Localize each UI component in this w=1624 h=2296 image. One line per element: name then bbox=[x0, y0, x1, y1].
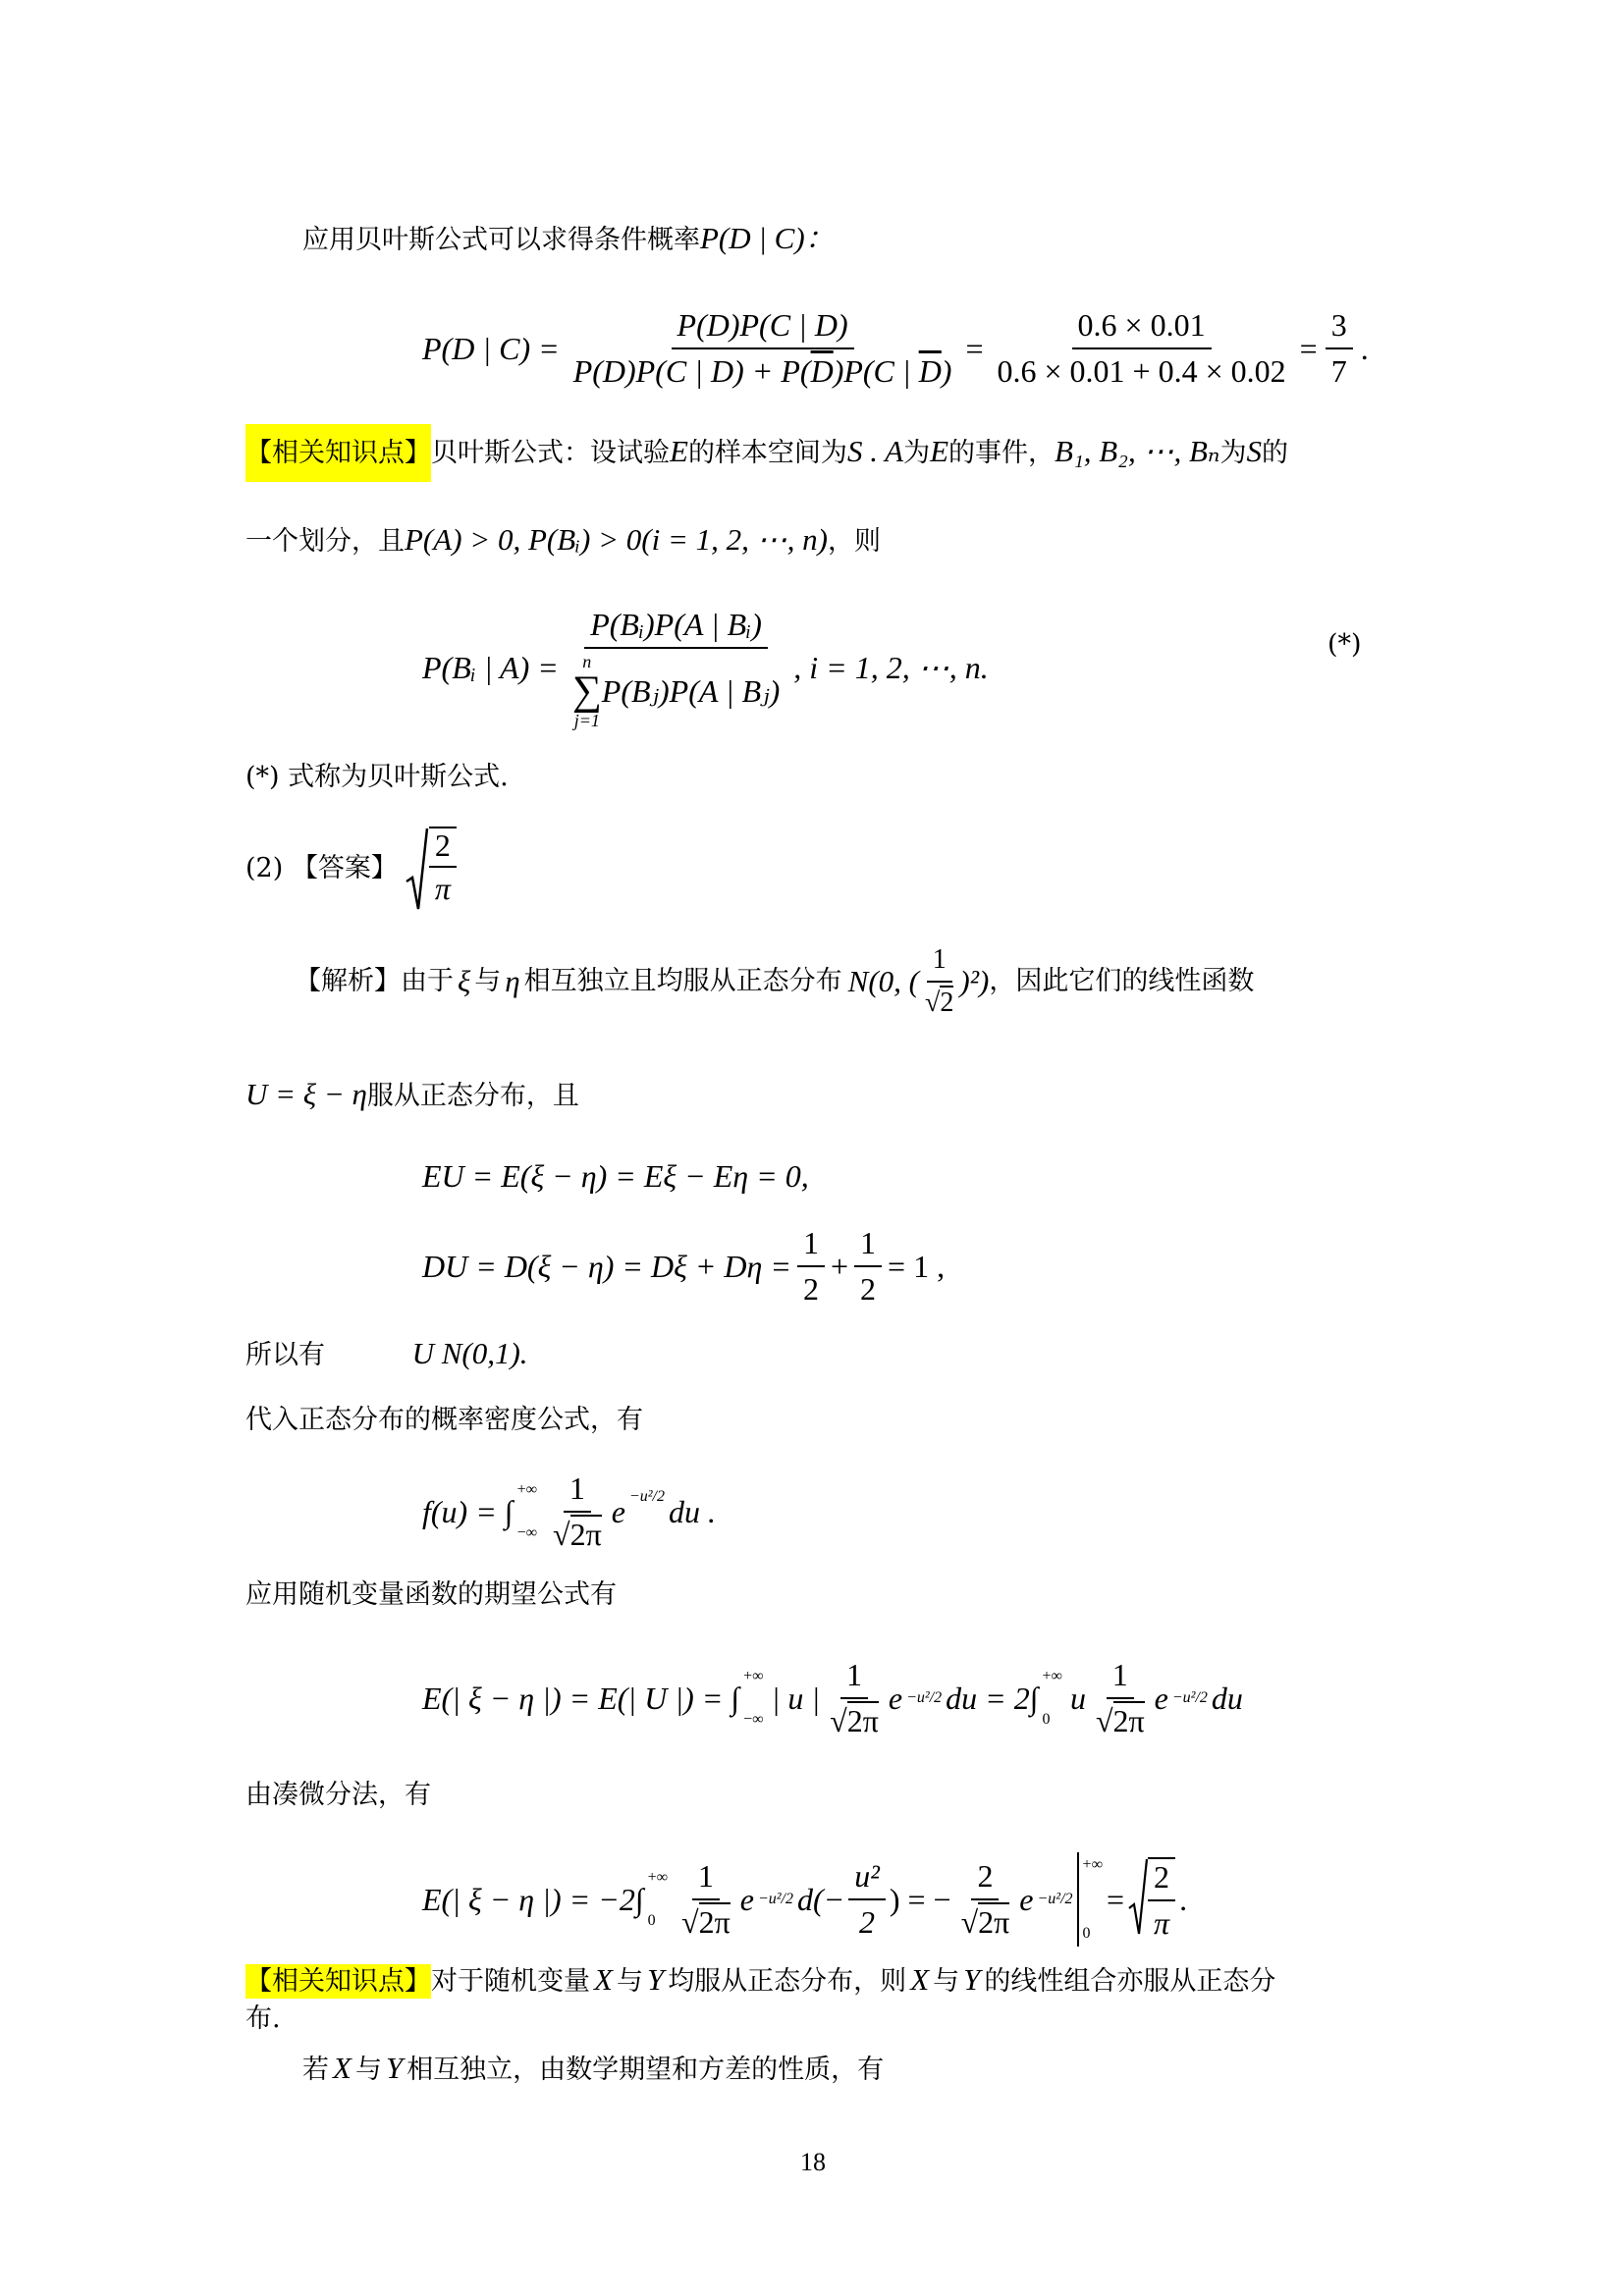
last-b: 与 bbox=[354, 2055, 382, 2085]
cw-lo: 0 bbox=[647, 1912, 656, 1929]
so-text: 所以有 bbox=[245, 1340, 325, 1370]
analysis-d: ，因此它们的线性函数 bbox=[989, 966, 1255, 996]
eq1-num3: 3 bbox=[1326, 307, 1353, 349]
bayes-equation-2 bbox=[422, 594, 989, 741]
eq1-end: . bbox=[1360, 330, 1369, 366]
eq2-tag: (*) bbox=[1327, 629, 1362, 660]
kp2-b: 与 bbox=[616, 1966, 643, 1997]
so-line bbox=[245, 1337, 528, 1372]
cw-bar-lo: 0 bbox=[1082, 1925, 1091, 1943]
analysis-eta: η bbox=[505, 964, 520, 998]
ex-e2: e bbox=[1154, 1680, 1168, 1716]
kp1-S: S . A bbox=[846, 434, 904, 468]
kp1-b: 的样本空间为 bbox=[687, 438, 847, 468]
eq1-den1c: ) bbox=[941, 353, 952, 389]
kp1-a: 贝叶斯公式：设试验 bbox=[431, 438, 670, 468]
kp2-X2: X bbox=[910, 1962, 930, 1997]
sum-symbol bbox=[572, 653, 602, 729]
answer-line bbox=[245, 825, 457, 913]
analysis-Nend: )²) bbox=[959, 964, 990, 998]
kp2-a: 对于随机变量 bbox=[431, 1966, 590, 1997]
eqDU-n1: 1 bbox=[797, 1225, 825, 1267]
so-math: U N(0,1). bbox=[411, 1336, 528, 1370]
sum-top: n bbox=[582, 651, 592, 671]
kp1-e: 为 bbox=[1219, 438, 1247, 468]
ex-mid: | u | bbox=[771, 1680, 821, 1716]
cw-dend: ) = − bbox=[889, 1881, 951, 1917]
eq2-den-text: P(Bⱼ)P(A | Bⱼ) bbox=[601, 672, 781, 709]
eq1-dbar2: $\overline{D}$ bbox=[918, 353, 942, 389]
density-line: 代入正态分布的概率密度公式，有 bbox=[245, 1405, 643, 1435]
knowledge-point-1-line2 bbox=[245, 523, 881, 559]
analysis-U: U = ξ − η bbox=[245, 1077, 367, 1111]
eq-expect bbox=[422, 1649, 1243, 1747]
cw-end: . bbox=[1179, 1881, 1188, 1917]
kp2-tag: 【相关知识点】 bbox=[245, 1966, 431, 1997]
eq1-den1b: )P(C | bbox=[833, 353, 919, 389]
fu-e: e bbox=[611, 1493, 625, 1529]
ex-num: 1 bbox=[840, 1657, 868, 1699]
fu-num: 1 bbox=[564, 1470, 591, 1513]
page-number: 18 bbox=[800, 2148, 826, 2176]
star-note: (*) 式称为贝叶斯公式. bbox=[245, 762, 509, 792]
ex-den-val: 2π bbox=[846, 1703, 879, 1738]
analysis-xi: ξ bbox=[458, 964, 471, 998]
ex-num2: 1 bbox=[1107, 1657, 1134, 1699]
cw-eq: = bbox=[1106, 1881, 1125, 1917]
cw-lhs: E(| ξ − η |) = −2∫ bbox=[422, 1881, 644, 1917]
eq2-num: P(Bᵢ)P(A | Bᵢ) bbox=[584, 607, 768, 649]
kp1-B: B₁, B₂, ⋯, Bₙ bbox=[1055, 434, 1220, 468]
analysis-fnum: 1 bbox=[927, 943, 952, 983]
fu-den: √2π bbox=[553, 1517, 602, 1552]
fu-up: +∞ bbox=[516, 1481, 537, 1499]
eq-fu bbox=[422, 1463, 716, 1561]
kp1-E: E bbox=[670, 434, 688, 468]
sqrt-sign-icon bbox=[406, 827, 429, 911]
cw-limits bbox=[648, 1865, 668, 1933]
ex-frac2 bbox=[1090, 1657, 1151, 1739]
kp1-tag: 【相关知识点】 bbox=[245, 424, 431, 482]
cw-eval-bar bbox=[1077, 1852, 1103, 1947]
ex-mid2: du = 2∫ bbox=[946, 1680, 1039, 1716]
cw-frac2 bbox=[848, 1858, 886, 1941]
ex-limits2 bbox=[1043, 1664, 1062, 1732]
ex-frac bbox=[824, 1657, 885, 1739]
eq-couwei bbox=[422, 1845, 1187, 1953]
ex-u: u bbox=[1069, 1680, 1086, 1716]
analysis-tag: 【解析】 bbox=[295, 966, 401, 996]
kp2-X: X bbox=[594, 1962, 613, 1997]
kp1-l2m: P(A) > 0, P(Bᵢ) > 0(i = 1, 2, ⋯, n) bbox=[405, 522, 828, 557]
ex-up: +∞ bbox=[743, 1668, 764, 1685]
intro-line bbox=[302, 222, 836, 257]
answer-num: 2 bbox=[429, 828, 457, 868]
ex-e: e bbox=[888, 1680, 903, 1716]
eq2-lhs: P(Bᵢ | A) = bbox=[422, 649, 559, 685]
eqDU-frac1 bbox=[797, 1225, 825, 1308]
analysis-fden-val: 2 bbox=[940, 988, 954, 1018]
kp2-c: 均服从正态分布，则 bbox=[668, 1966, 907, 1997]
analysis-b: 与 bbox=[474, 966, 502, 996]
bayes-equation-1 bbox=[422, 299, 1369, 398]
cw-sd: π bbox=[1154, 1905, 1170, 1941]
eq1-dbar1: $\overline{D}$ bbox=[810, 353, 834, 389]
ex-limits bbox=[743, 1664, 763, 1732]
intro-text: 应用贝叶斯公式可以求得条件概率 bbox=[302, 225, 700, 255]
cw-den: √2π bbox=[681, 1904, 731, 1940]
fu-limits bbox=[517, 1477, 537, 1545]
analysis-line1 bbox=[295, 937, 1254, 1026]
cw-exp: −u²/2 bbox=[757, 1891, 793, 1907]
cw-sn: 2 bbox=[1148, 1859, 1175, 1901]
cw-dn: u² bbox=[848, 1858, 886, 1900]
kp2-Y2: Y bbox=[963, 1962, 981, 1997]
eq1-eq: = bbox=[965, 330, 984, 366]
ex-exp: −u²/2 bbox=[906, 1689, 943, 1706]
fu-lhs: f(u) = ∫ bbox=[422, 1493, 514, 1529]
last-line bbox=[302, 2052, 884, 2087]
eq1-frac3 bbox=[1326, 307, 1353, 390]
fu-end: du . bbox=[668, 1493, 716, 1529]
eq1-frac1 bbox=[568, 307, 958, 390]
last-c: 相互独立，由数学期望和方差的性质，有 bbox=[406, 2055, 885, 2085]
knowledge-point-2-line2: 布. bbox=[245, 2003, 281, 2034]
eq1-den1a: P(D)P(C | D) + P( bbox=[572, 353, 811, 389]
cw-d2-val: 2π bbox=[978, 1904, 1010, 1940]
answer-den: π bbox=[434, 871, 451, 906]
last-Y: Y bbox=[385, 2051, 404, 2085]
fu-frac bbox=[547, 1470, 608, 1553]
couwei-line: 由凑微分法，有 bbox=[245, 1780, 431, 1810]
analysis-fden: √2 bbox=[925, 988, 954, 1018]
kp1-l2b: ，则 bbox=[827, 526, 881, 557]
eqDU-frac2 bbox=[854, 1225, 882, 1308]
ex-lo2: 0 bbox=[1042, 1711, 1051, 1728]
eq-EU: EU = E(ξ − η) = Eξ − Eη = 0, bbox=[422, 1158, 809, 1194]
eq1-den3: 7 bbox=[1330, 353, 1347, 389]
analysis-c: 相互独立且均服从正态分布 bbox=[523, 966, 842, 996]
eq1-den1 bbox=[568, 349, 958, 390]
kp1-d: 的事件， bbox=[948, 438, 1056, 468]
knowledge-point-1 bbox=[245, 435, 1288, 470]
cw-num: 1 bbox=[692, 1858, 720, 1900]
analysis-N: N(0, ( bbox=[847, 964, 919, 998]
cw-d2: √2π bbox=[960, 1904, 1010, 1940]
knowledge-point-2 bbox=[245, 1963, 1275, 1999]
eq2-frac bbox=[567, 607, 785, 729]
cw-n2: 2 bbox=[971, 1858, 999, 1900]
kp2-Y: Y bbox=[646, 1962, 665, 1997]
eq1-frac2 bbox=[992, 307, 1292, 390]
eqDU-d2: 2 bbox=[860, 1271, 877, 1307]
cw-sqrt bbox=[1128, 1857, 1175, 1942]
cw-d: d(− bbox=[796, 1881, 845, 1917]
fu-exp: −u²/2 bbox=[628, 1488, 665, 1505]
ex-up2: +∞ bbox=[1042, 1668, 1062, 1685]
analysis-line2 bbox=[245, 1078, 579, 1113]
eqDU-d1: 2 bbox=[802, 1271, 819, 1307]
cw-dd: 2 bbox=[859, 1904, 876, 1940]
cw-frac3 bbox=[955, 1858, 1016, 1941]
fu-lo: −∞ bbox=[516, 1524, 537, 1541]
cw-e: e bbox=[739, 1881, 754, 1917]
cw-frac bbox=[676, 1858, 736, 1941]
analysis-frac bbox=[919, 943, 959, 1020]
cw-up: +∞ bbox=[647, 1869, 669, 1887]
eqDU-end: = 1 , bbox=[888, 1248, 946, 1284]
eq2-den bbox=[567, 649, 785, 729]
kp1-l2a: 一个划分，且 bbox=[245, 526, 405, 557]
kp1-E2: E bbox=[930, 434, 949, 468]
eq2-rhs: , i = 1, 2, ⋯, n. bbox=[793, 650, 989, 685]
analysis-a: 由于 bbox=[401, 966, 454, 996]
ex-den2-val: 2π bbox=[1112, 1703, 1145, 1738]
answer-frac bbox=[429, 827, 457, 911]
sum-sign: ∑ bbox=[571, 667, 602, 714]
cw-den-val: 2π bbox=[698, 1904, 731, 1940]
cw-exp2: −u²/2 bbox=[1037, 1891, 1073, 1907]
kp1-f: 的 bbox=[1261, 438, 1288, 468]
ex-den2: √2π bbox=[1095, 1703, 1145, 1738]
sum-bot: j=1 bbox=[573, 710, 600, 730]
analysis-l2t: 服从正态分布，且 bbox=[366, 1081, 579, 1111]
last-a: 若 bbox=[302, 2055, 329, 2085]
ex-lhs: E(| ξ − η |) = E(| U |) = ∫ bbox=[422, 1680, 740, 1716]
eqDU-plus: + bbox=[830, 1248, 849, 1284]
answer-sqrt bbox=[406, 827, 457, 911]
last-X: X bbox=[333, 2051, 352, 2085]
eq1-eq2: = bbox=[1299, 330, 1318, 366]
eq1-lhs: P(D | C) = bbox=[422, 330, 560, 366]
ex-den: √2π bbox=[830, 1703, 879, 1738]
eq1-num2: 0.6 × 0.01 bbox=[1072, 307, 1212, 349]
sqrt-sign-icon-2 bbox=[1128, 1857, 1148, 1936]
kp2-e: 的线性组合亦服从正态分 bbox=[984, 1966, 1276, 1997]
eq1-den2: 0.6 × 0.01 + 0.4 × 0.02 bbox=[997, 353, 1286, 389]
ex-end: du bbox=[1211, 1680, 1243, 1716]
intro-math: P(D | C)： bbox=[700, 221, 836, 255]
cw-sfrac bbox=[1148, 1857, 1175, 1942]
ex-exp2: −u²/2 bbox=[1171, 1689, 1208, 1706]
eq1-num1: P(D)P(C | D) bbox=[672, 307, 854, 349]
eq-DU bbox=[422, 1222, 945, 1310]
kp2-d: 与 bbox=[933, 1966, 960, 1997]
ex-lo: −∞ bbox=[743, 1711, 764, 1728]
fu-den-val: 2π bbox=[569, 1517, 602, 1552]
answer-label: (2) 【答案】 bbox=[245, 853, 398, 883]
kp1-c: 为 bbox=[903, 438, 931, 468]
kp1-S2: S bbox=[1246, 434, 1262, 468]
expect-line: 应用随机变量函数的期望公式有 bbox=[245, 1579, 617, 1610]
eqDU-a: DU = D(ξ − η) = Dξ + Dη = bbox=[422, 1248, 791, 1284]
cw-bar-up: +∞ bbox=[1082, 1856, 1103, 1873]
cw-e2: e bbox=[1019, 1881, 1034, 1917]
eqDU-n2: 1 bbox=[854, 1225, 882, 1267]
